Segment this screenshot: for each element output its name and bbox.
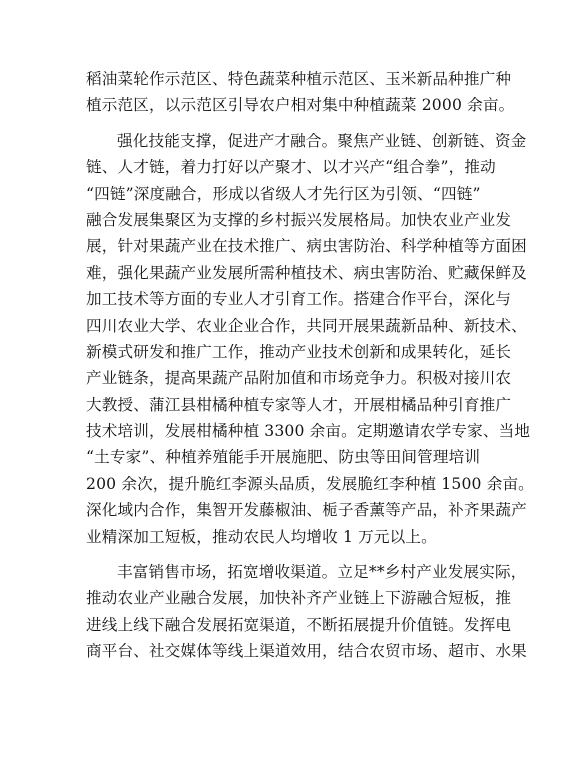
- paragraph-gap: [86, 550, 506, 559]
- text-line: 产业链条，提高果蔬产品附加值和市场竞争力。积极对接川农: [86, 369, 512, 388]
- text-line: 链、人才链，着力打好以产聚才、以才兴产“组合拳”，推动: [86, 158, 496, 177]
- text-line: 展，针对果蔬产业在技术推广、病虫害防治、科学种植等方面困: [86, 237, 527, 256]
- text-line: 推动农业产业融合发展，加快补齐产业链上下游融合短板，推: [86, 589, 512, 608]
- text-line: “四链”深度融合，形成以省级人才先行区为引领、“四链”: [86, 184, 481, 203]
- text-line: 加工技术等方面的专业人才引育工作。搭建合作平台，深化与: [86, 290, 512, 309]
- text-line: 难，强化果蔬产业发展所需种植技术、病虫害防治、贮藏保鲜及: [86, 263, 527, 282]
- paragraph-heading-line: 丰富销售市场，拓宽增收渠道。立足**乡村产业发展实际，: [117, 563, 527, 582]
- paragraph-gap: [86, 119, 506, 128]
- text-line: 业精深加工短板，推动农民人均增收 1 万元以上。: [86, 527, 437, 546]
- text-line: 深化域内合作，集智开发藤椒油、栀子香薰等产品，补齐果蔬产: [86, 501, 527, 520]
- paragraph-heading-line: 强化技能支撑，促进产才融合。聚焦产业链、创新链、资金: [117, 131, 527, 150]
- text-line: 新模式研发和推广工作，推动产业技术创新和成果转化，延长: [86, 342, 512, 361]
- text-line: 200 余次，提升脆红李源头品质，发展脆红李种植 1500 余亩。: [86, 474, 534, 493]
- text-line: 植示范区，以示范区引导农户相对集中种植蔬菜 2000 余亩。: [86, 96, 515, 115]
- document-body: [86, 66, 534, 665]
- text-line: “土专家”、种植养殖能手开展施肥、防虫等田间管理培训: [86, 448, 481, 467]
- text-line: 技术培训，发展柑橘种植 3300 余亩。定期邀请农学专家、当地: [86, 422, 531, 441]
- text-line: 四川农业大学、农业企业合作，共同开展果蔬新品种、新技术、: [86, 316, 527, 335]
- text-line: 融合发展集聚区为支撑的乡村振兴发展格局。加快农业产业发: [86, 210, 512, 229]
- text-line: 稻油菜轮作示范区、特色蔬菜种植示范区、玉米新品种推广种: [86, 70, 512, 88]
- text-line: 大教授、蒲江县柑橘种植专家等人才，开展柑橘品种引育推广: [86, 395, 512, 414]
- text-line: 进线上线下融合发展拓宽渠道，不断拓展提升价值链。发挥电: [86, 615, 512, 634]
- text-line: 商平台、社交媒体等线上渠道效用，结合农贸市场、超市、水果: [86, 642, 527, 661]
